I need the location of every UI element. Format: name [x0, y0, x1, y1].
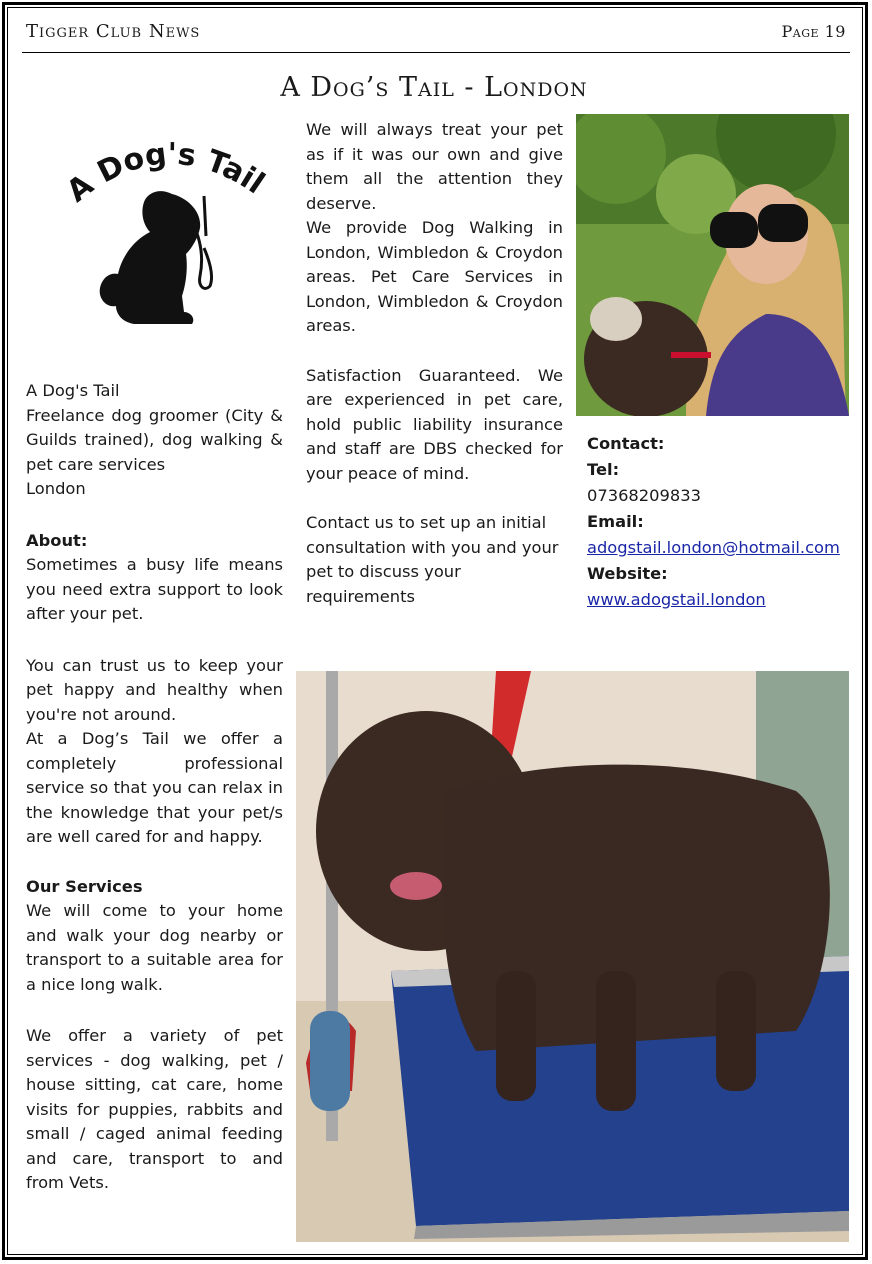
about-heading: About:	[26, 530, 88, 550]
website-label: Website:	[587, 564, 668, 583]
middle-paragraph-1a: We will always treat your pet as if it was our own and give them all the attention they deserve.	[306, 120, 563, 213]
business-name: A Dog's Tail	[26, 381, 120, 400]
email-label: Email:	[587, 512, 644, 531]
middle-paragraph-1b: We provide Dog Walking in London, Wimbledon & Croydon areas. Pet Care Services in London, Wimbledon & Croydon areas.	[306, 218, 563, 335]
middle-column	[306, 118, 563, 609]
owner-with-dog-photo	[576, 114, 849, 416]
middle-paragraph-2: Satisfaction Guaranteed. We are experienced in pet care, hold public liability insurance and staff are DBS checked for your peace of mind.	[306, 365, 563, 483]
contact-block	[587, 431, 849, 613]
tel-label: Tel:	[587, 460, 620, 479]
about-paragraph-2a: You can trust us to keep your pet happy and healthy when you're not around.	[26, 655, 283, 724]
services-paragraph-2: We offer a variety of pet services - dog walking, pet / house sitting, cat care, home visits for puppies, rabbits and small / caged animal feeding and care, transport to and from Vets.	[26, 1026, 283, 1192]
email-link[interactable]: adogstail.london@hotmail.com	[587, 538, 840, 557]
services-paragraph-1: We will come to your home and walk your dog nearby or transport to a suitable area for a nice long walk.	[26, 901, 283, 994]
newsletter-name: Tigger Club News	[26, 21, 201, 42]
about-paragraph-1: Sometimes a busy life means you need extra support to look after your pet.	[26, 555, 283, 623]
groomed-dog-photo	[296, 671, 849, 1242]
contact-heading: Contact:	[587, 434, 665, 453]
about-paragraph-2b: At a Dog’s Tail we offer a completely professional service so that you can relax in the knowledge that your pet/s are well cared for and happy.	[26, 729, 283, 846]
brand-logo	[64, 136, 268, 332]
header-rule	[22, 52, 850, 53]
tel-value: 07368209833	[587, 486, 701, 505]
article-title: A Dog’s Tail - London	[280, 72, 588, 103]
business-description: Freelance dog groomer (City & Guilds trained), dog walking & pet care services	[26, 405, 283, 474]
left-column	[26, 379, 283, 1196]
svg-text:A Dog's Tail: A Dog's Tail	[64, 136, 268, 210]
business-location: London	[26, 479, 86, 498]
services-heading: Our Services	[26, 876, 143, 896]
page-number: Page 19	[781, 22, 846, 41]
website-link[interactable]: www.adogstail.london	[587, 590, 766, 609]
middle-paragraph-3: Contact us to set up an initial consultation with you and your pet to discuss your requirements	[306, 513, 559, 606]
dog-silhouette-icon	[64, 136, 268, 332]
